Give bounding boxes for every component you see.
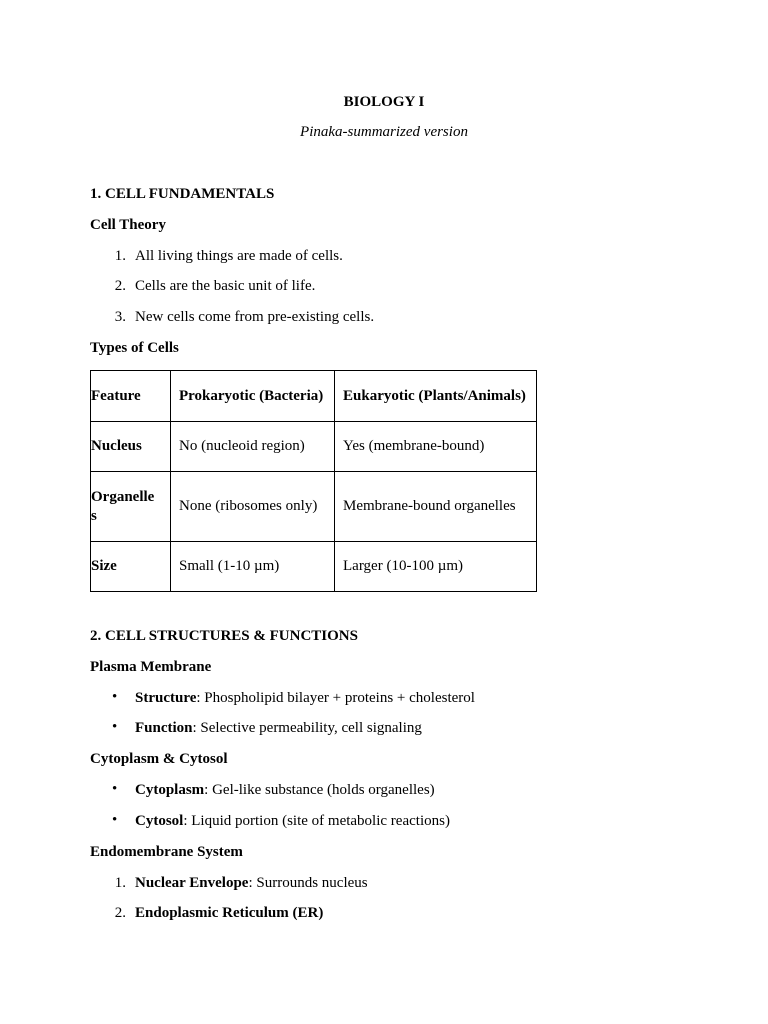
list-item-text: : Liquid portion (site of metabolic reactions) — [183, 813, 450, 829]
list-item-text: All living things are made of cells. — [135, 248, 343, 264]
list-number: 1. — [114, 875, 126, 891]
table-cell: Larger (10-100 µm) — [335, 542, 537, 592]
table-header-cell: Prokaryotic (Bacteria) — [171, 371, 335, 422]
bullet-icon: • — [112, 689, 118, 705]
document-subtitle: Pinaka-summarized version — [300, 124, 468, 140]
bullet-icon: • — [112, 719, 118, 735]
list-item-text: New cells come from pre-existing cells. — [135, 309, 375, 325]
table-cell: None (ribosomes only) — [171, 472, 335, 542]
bullet-icon: • — [112, 812, 118, 828]
subheading-cytoplasm: Cytoplasm & Cytosol — [90, 751, 228, 767]
cell-types-table — [90, 370, 537, 592]
table-header-cell: Feature — [91, 371, 171, 422]
table-row — [91, 472, 537, 542]
list-item-text: : Phospholipid bilayer + proteins + cholesterol — [196, 690, 475, 706]
list-item-text: : Selective permeability, cell signaling — [192, 720, 422, 736]
table-cell: Small (1-10 µm) — [171, 542, 335, 592]
document-title: BIOLOGY I — [343, 94, 425, 110]
list-number: 2. — [114, 278, 126, 294]
section-heading-cell-structures: 2. CELL STRUCTURES & FUNCTIONS — [90, 628, 358, 644]
table-cell: Size — [91, 542, 171, 592]
list-item-text: : Gel-like substance (holds organelles) — [204, 782, 435, 798]
table-header-cell: Eukaryotic (Plants/Animals) — [335, 371, 537, 422]
list-item-term: Function — [135, 720, 193, 736]
table-row — [91, 422, 537, 472]
list-item-term: Structure — [135, 690, 197, 706]
list-number: 2. — [114, 905, 126, 921]
table-cell: Membrane-bound organelles — [335, 472, 537, 542]
table-cell — [91, 472, 171, 542]
bullet-icon: • — [112, 781, 118, 797]
subheading-types-of-cells: Types of Cells — [90, 340, 179, 356]
organelles-label-line1: Organelle — [91, 488, 155, 505]
subheading-plasma-membrane: Plasma Membrane — [90, 659, 212, 675]
organelles-label-line2: s — [91, 507, 97, 524]
list-number: 3. — [114, 309, 126, 325]
list-item-text: Cells are the basic unit of life. — [135, 278, 316, 294]
table-cell: Nucleus — [91, 422, 171, 472]
list-item-text: : Surrounds nucleus — [248, 875, 368, 891]
table-row — [91, 542, 537, 592]
table-cell: Yes (membrane-bound) — [335, 422, 537, 472]
section-heading-cell-fundamentals: 1. CELL FUNDAMENTALS — [90, 186, 275, 202]
list-item-term: Endoplasmic Reticulum (ER) — [135, 905, 324, 921]
list-item-term: Cytoplasm — [135, 782, 205, 798]
list-number: 1. — [114, 248, 126, 264]
table-header-row — [91, 371, 537, 422]
list-item-term: Cytosol — [135, 813, 184, 829]
list-item-term: Nuclear Envelope — [135, 875, 249, 891]
table-cell: No (nucleoid region) — [171, 422, 335, 472]
subheading-cell-theory: Cell Theory — [90, 217, 166, 233]
subheading-endomembrane: Endomembrane System — [90, 844, 243, 860]
